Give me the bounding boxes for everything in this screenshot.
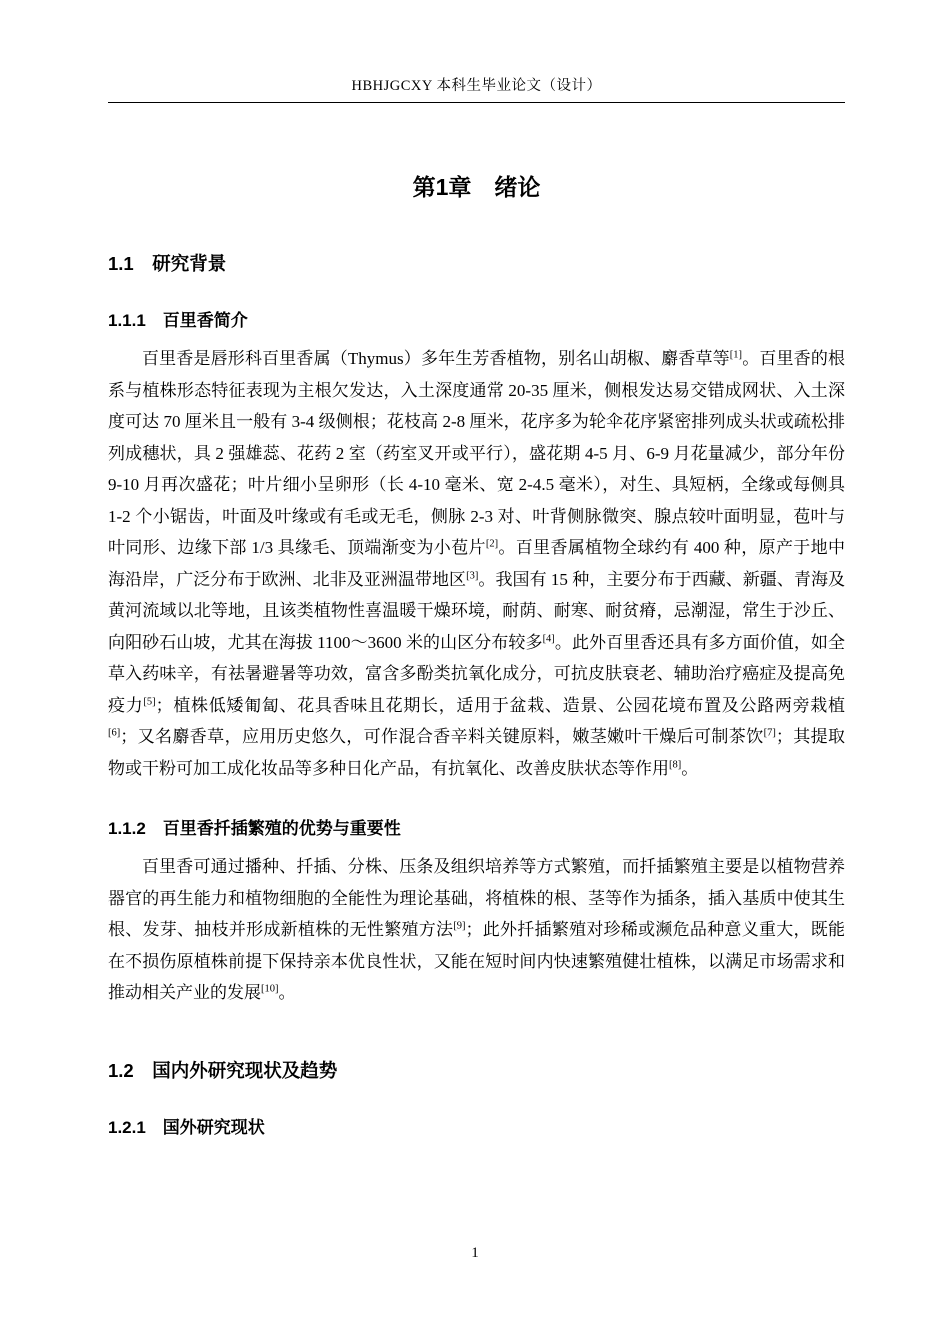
chapter-title: 第1章 绪论: [412, 174, 541, 200]
paragraph-cutting-propagation: 百里香可通过播种、扦插、分株、压条及组织培养等方式繁殖，而扦插繁殖主要是以植物营养器官的再生能力和植物细胞的全能性为理论基础，将植株的根、茎等作为插条，插入基质中使其生根、发芽、抽枝并形成新植株的无性繁殖方法[9]；此外扦插繁殖对珍稀或濒危品种意义重大，既能在不损伤原植株前提下保持亲本优良性状，又能在短时间内快速繁殖健壮植株，以满足市场需求和推动相关产业的发展[10]。: [108, 857, 846, 1002]
section-heading-1-1: 1.1 研究背景: [108, 253, 227, 274]
page-content: [108, 101, 845, 1138]
page-header: HBHJGCXY 本科生毕业论文（设计）: [108, 74, 845, 103]
section-heading-1-2-1: 1.2.1 国外研究现状: [108, 1117, 265, 1137]
section-heading-1-1-2: 1.1.2 百里香扦插繁殖的优势与重要性: [108, 819, 401, 838]
section-heading-1-1-1: 1.1.1 百里香简介: [108, 311, 248, 330]
section-heading-1-2: 1.2 国内外研究现状及趋势: [108, 1059, 338, 1081]
paragraph-thyme-introduction: 百里香是唇形科百里香属（Thymus）多年生芳香植物，别名山胡椒、麝香草等[1]。百里香的根系与植株形态特征表现为主根欠发达，入土深度通常 20-35 厘米，侧根发达易交错成网状、入土深度可达 70 厘米且一般有 3-4 级侧根；花枝高 2-8 厘米，花序多为轮伞花序紧密排列成头状或疏松排列成穗状，具 2 强雄蕊、花药 2 室（药室叉开或平行），盛花期 4-5 月、6-9 月花量减少，部分年份 9-10 月再次盛花；叶片细小呈卵形（长 4-10 毫米、宽 2-4.5 毫米），对生、具短柄，全缘或每侧具 1-2 个小锯齿，叶面及叶缘或有毛或无毛，侧脉 2-3 对、叶背侧脉微突、腺点较叶面明显，苞叶与叶同形、边缘下部 1/3 具缘毛、顶端渐变为小苞片[2]。百里香属植物全球约有 400 种，原产于地中海沿岸，广泛分布于欧洲、北非及亚洲温带地区[3]。我国有 15 种，主要分布于西藏、新疆、青海及黄河流域以北等地，且该类植物性喜温暖干燥环境，耐荫、耐寒、耐贫瘠，忌潮湿，常生于沙丘、向阳砂石山坡，尤其在海拔 1100～3600 米的山区分布较多[4]。此外百里香还具有多方面价值，如全草入药味辛，有祛暑避暑等功效，富含多酚类抗氧化成分，可抗皮肤衰老、辅助治疗癌症及提高免疫力[5]；植株低矮匍匐、花具香味且花期长，适用于盆栽、造景、公园花境布置及公路两旁栽植[6]；又名麝香草，应用历史悠久，可作混合香辛料关键原料，嫩茎嫩叶干燥后可制茶饮[7]；其提取物或干粉可加工成化妆品等多种日化产品，有抗氧化、改善皮肤状态等作用[8]。: [108, 349, 846, 778]
page-number: 1: [471, 1245, 479, 1261]
